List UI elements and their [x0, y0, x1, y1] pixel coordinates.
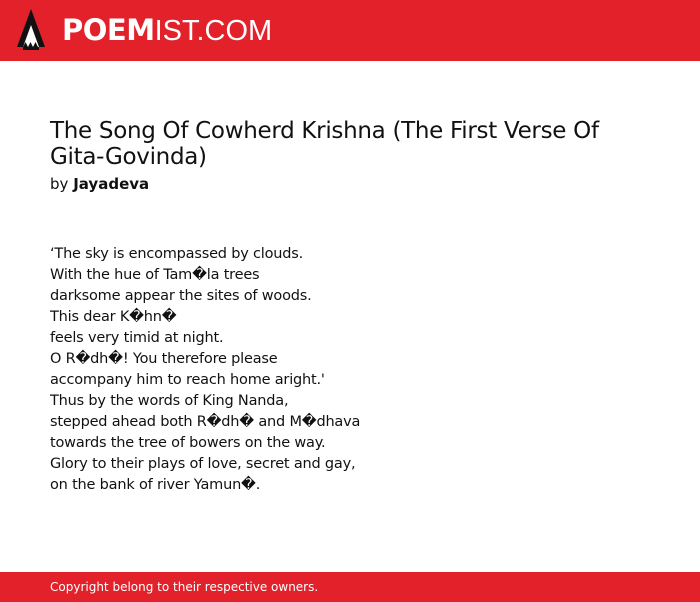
poem-line: stepped ahead both R�dh� and M�dhava [50, 414, 361, 430]
poem-line: on the bank of river Yamun�. [50, 477, 261, 493]
byline [50, 174, 149, 194]
poem-title: The Song Of Cowherd Krishna (The First Verse Of Gita-Govinda) [50, 118, 599, 170]
poem-body [50, 244, 650, 496]
logo-text-light: IST.COM [154, 15, 273, 47]
poem-line: Thus by the words of King Nanda, [50, 393, 289, 409]
poem-line: Glory to their plays of love, secret and gay, [50, 456, 356, 472]
pencil-tip-icon [17, 9, 45, 52]
poem-line: darksome appear the sites of woods. [50, 288, 312, 304]
poem-line: With the hue of Tam�la trees [50, 267, 260, 283]
poem-line: O R�dh�! You therefore please [50, 351, 278, 367]
poem-line: feels very timid at night. [50, 330, 224, 346]
site-footer [0, 572, 700, 602]
logo-text-strong: POEM [62, 13, 155, 47]
by-label: by [50, 175, 69, 193]
poem-line: This dear K�hn� [50, 309, 177, 325]
poem-line: ‘The sky is encompassed by clouds. [50, 246, 304, 262]
site-header [0, 0, 700, 61]
site-logo[interactable] [62, 12, 272, 49]
poem-line: towards the tree of bowers on the way. [50, 435, 326, 451]
poem-line: accompany him to reach home aright.' [50, 372, 325, 388]
copyright-text: Copyright belong to their respective owners. [50, 580, 319, 594]
author-name[interactable]: Jayadeva [73, 175, 150, 193]
